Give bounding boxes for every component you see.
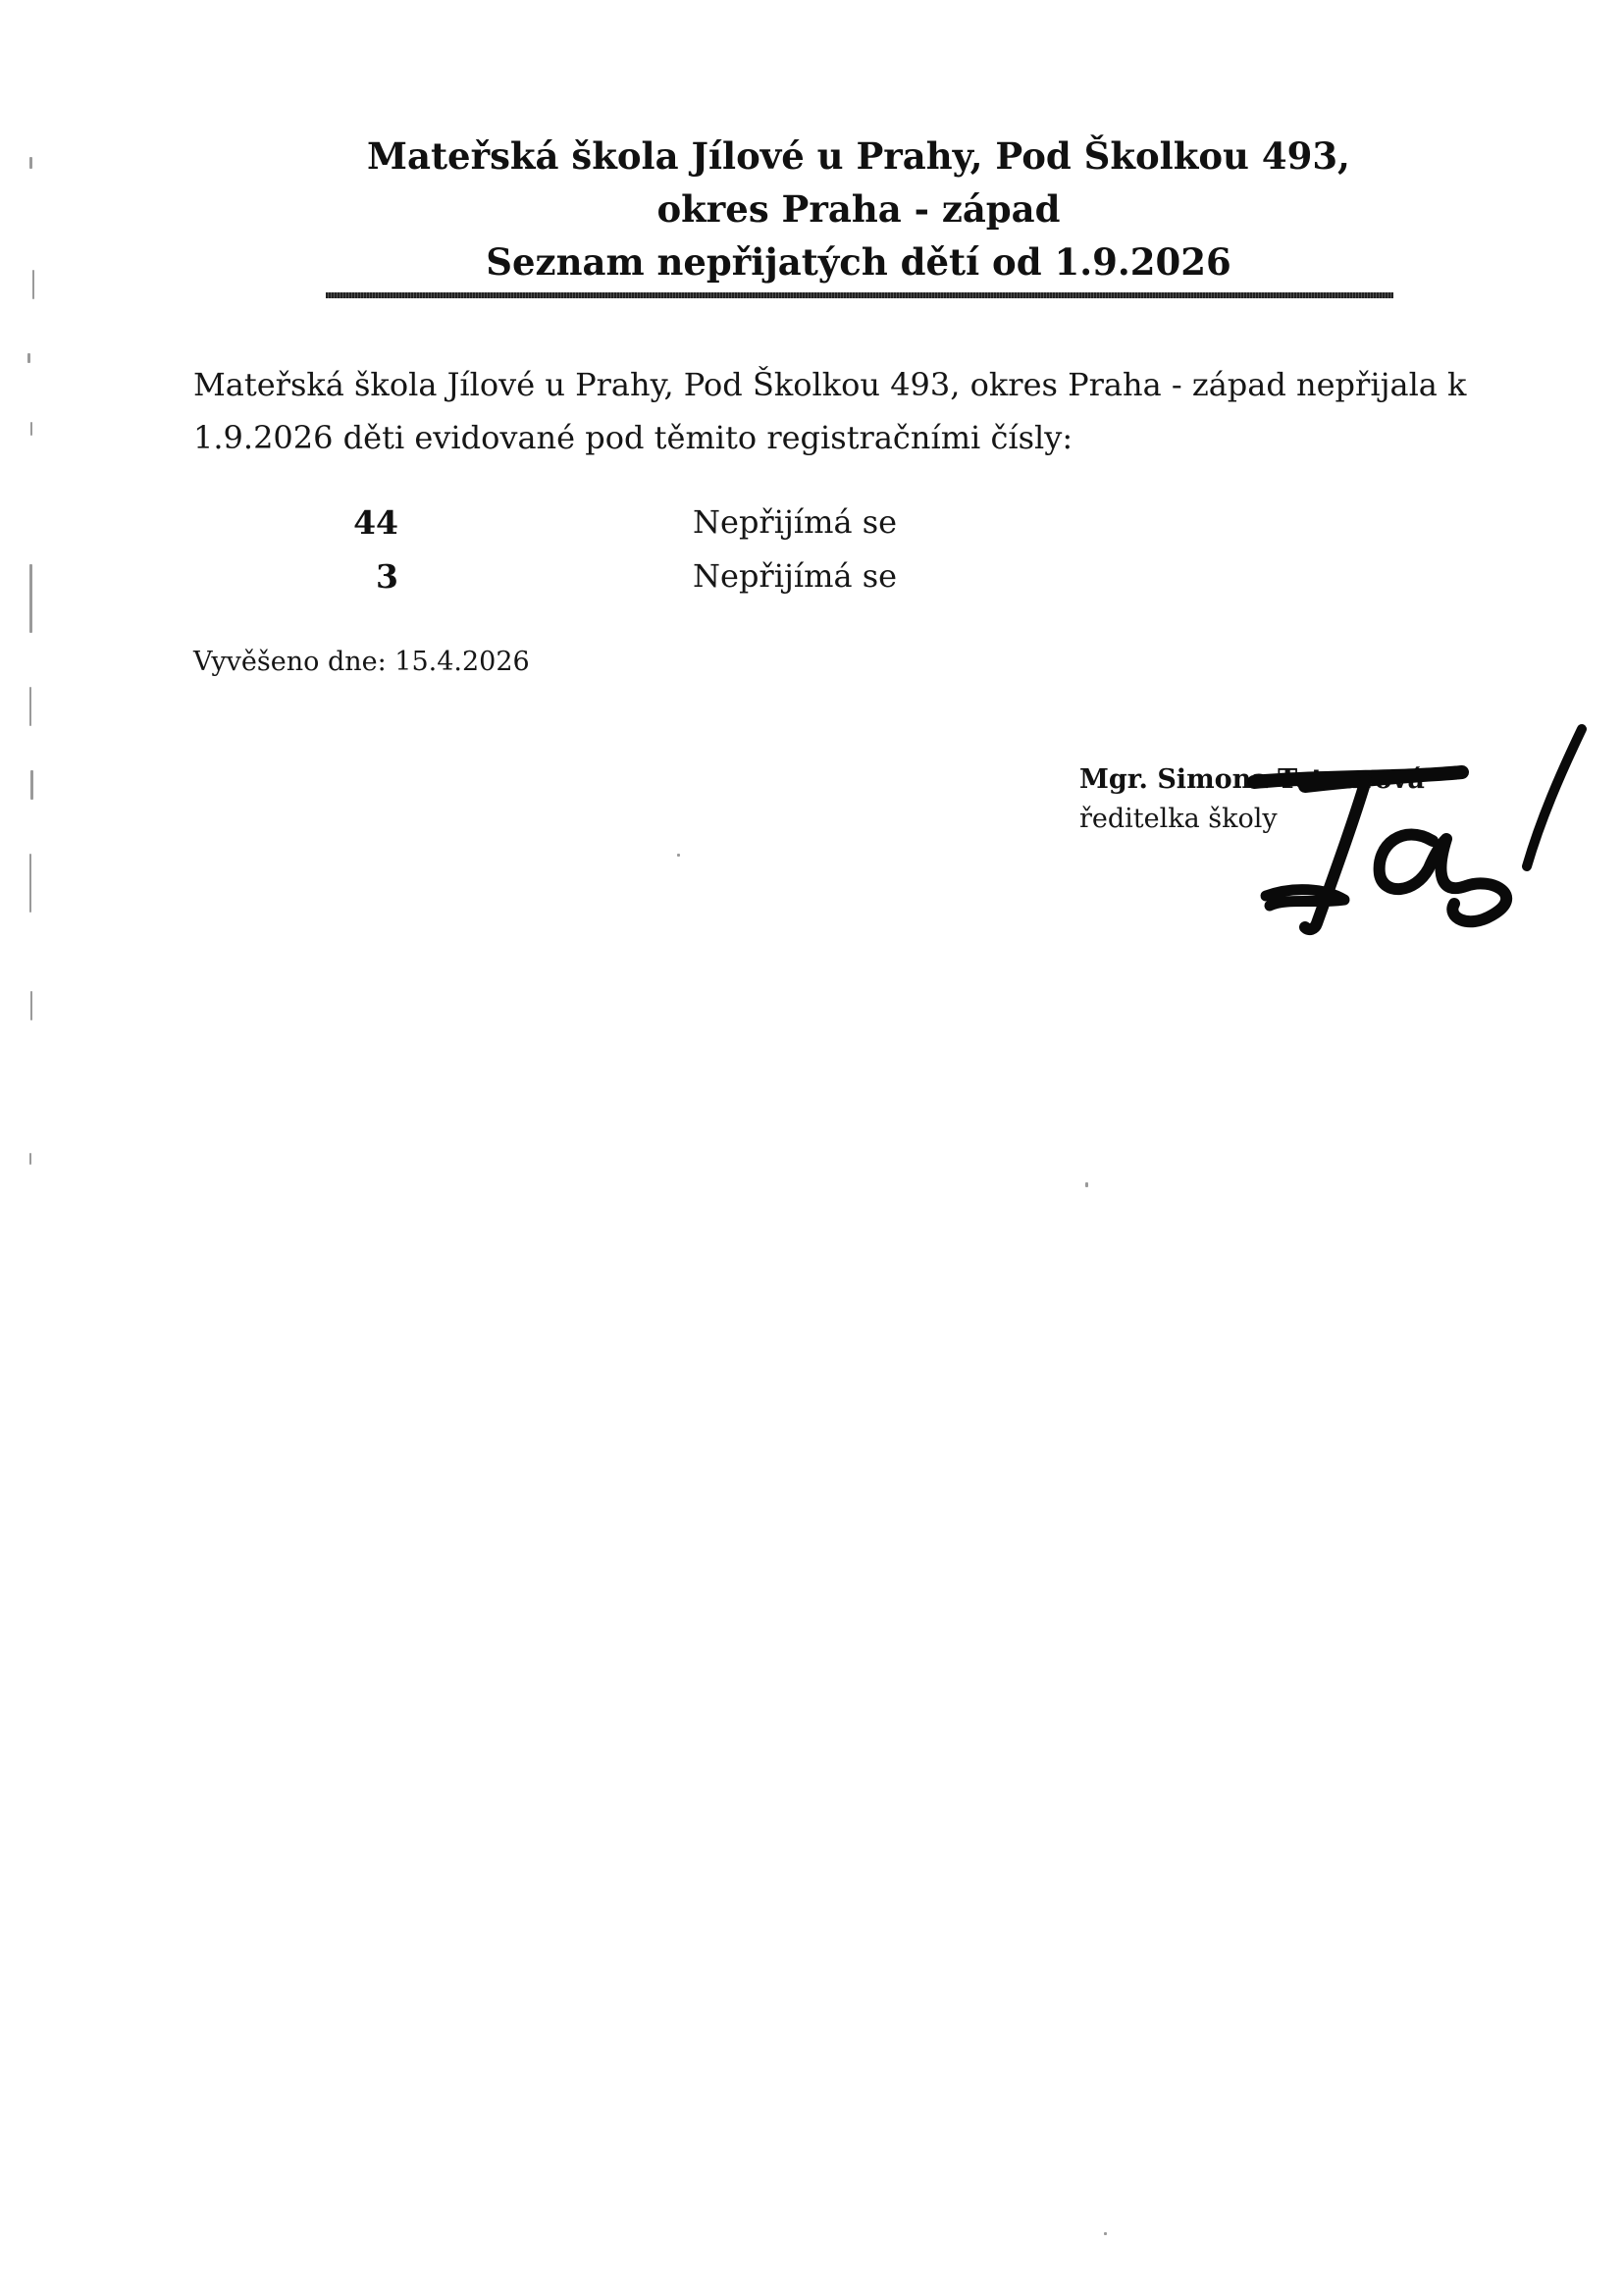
scan-speck (30, 991, 32, 1020)
header-underline (326, 292, 1393, 298)
intro-line-2: 1.9.2026 děti evidované pod těmito registračními čísly: (193, 419, 1073, 456)
intro-line-1: Mateřská škola Jílové u Prahy, Pod Školkou 493, okres Praha - západ nepřijala k (193, 366, 1467, 403)
document-title: Seznam nepřijatých dětí od 1.9.2026 (486, 240, 1231, 284)
scan-speck (30, 770, 33, 800)
scan-speck (30, 422, 32, 436)
handwritten-signature (1246, 721, 1619, 957)
scan-speck (1104, 2232, 1107, 2235)
document-header (324, 130, 1393, 288)
signature-stroke-slash (1527, 729, 1582, 866)
scan-speck (1085, 1182, 1088, 1187)
intro-paragraph (193, 358, 1508, 464)
header-line-school: Mateřská škola Jílové u Prahy, Pod Školkou 493, (367, 134, 1350, 178)
registration-number: 44 (353, 503, 398, 542)
admission-status: Nepřijímá se (693, 503, 898, 541)
scan-speck (32, 270, 34, 299)
signer-role: ředitelka školy (1079, 804, 1278, 834)
scan-speck (29, 157, 32, 169)
scan-speck (27, 353, 30, 363)
signature-stroke-t (1305, 780, 1366, 929)
signature-stroke-bar (1254, 772, 1462, 786)
scan-speck (29, 854, 31, 913)
signature-stroke-a (1380, 835, 1507, 922)
signature-strokes (1254, 729, 1582, 929)
signature-stroke-base (1266, 890, 1344, 906)
admission-status: Nepřijímá se (693, 557, 898, 595)
posted-date: Vyvěšeno dne: 15.4.2026 (193, 647, 530, 677)
scan-speck (677, 854, 680, 857)
header-line-district: okres Praha - západ (656, 187, 1061, 231)
scan-speck (29, 687, 31, 726)
signer-name: Mgr. Simona Tetourová (1079, 764, 1425, 795)
scan-speck (29, 564, 32, 633)
registration-number: 3 (376, 557, 398, 596)
scan-speck (29, 1153, 31, 1165)
